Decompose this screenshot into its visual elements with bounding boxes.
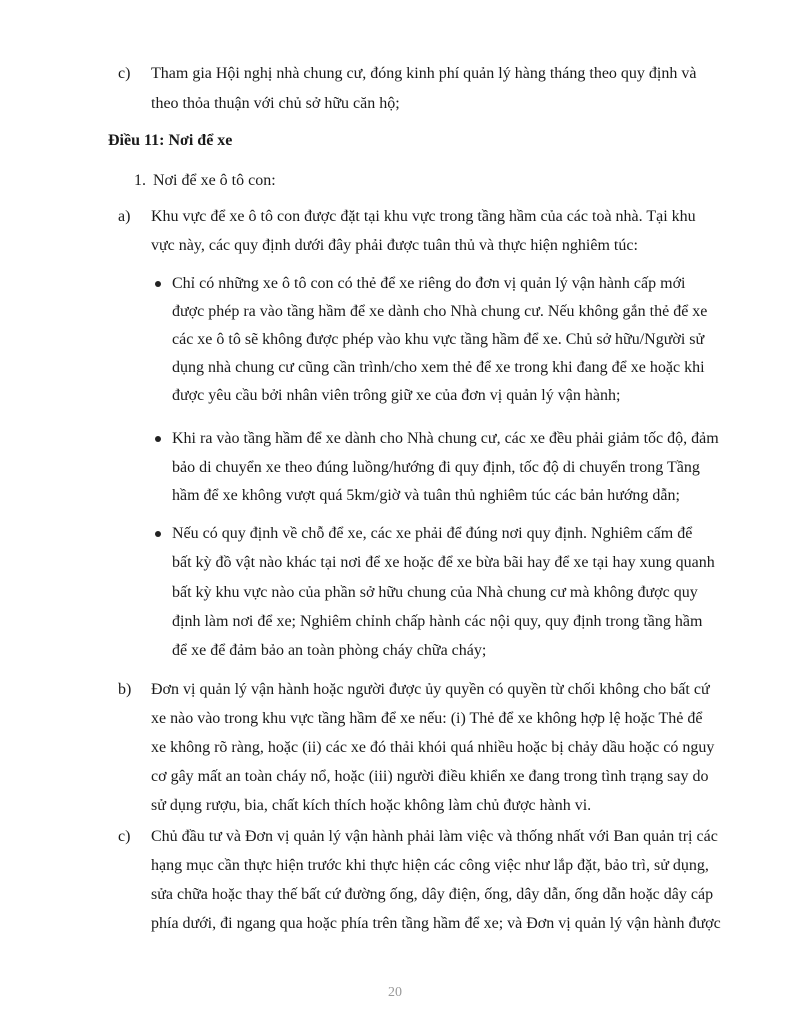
item-c-line: Chủ đầu tư và Đơn vị quản lý vận hành phải làm việc và thống nhất với Ban quản trị các — [151, 828, 718, 845]
item-a-line: Khu vực để xe ô tô con được đặt tại khu vực trong tầng hầm của các toà nhà. Tại khu — [151, 208, 696, 225]
item-b-line: Đơn vị quản lý vận hành hoặc người được ủy quyền có quyền từ chối không cho bất cứ — [151, 681, 710, 698]
bullet-3-line: định làm nơi để xe; Nghiêm chỉnh chấp hành các nội quy, quy định trong tầng hầm — [172, 613, 703, 630]
item-c-prev-line: Tham gia Hội nghị nhà chung cư, đóng kinh phí quản lý hàng tháng theo quy định và — [151, 65, 697, 82]
bullet-1-line: Chỉ có những xe ô tô con có thẻ để xe riêng do đơn vị quản lý vận hành cấp mới — [172, 275, 686, 292]
article-heading: Điều 11: Nơi để xe — [108, 132, 233, 149]
bullet-1-line: các xe ô tô sẽ không được phép vào khu vực tầng hầm để xe. Chủ sở hữu/Người sử — [172, 331, 705, 348]
page-number: 20 — [388, 985, 402, 1000]
item-c-prev-line: theo thỏa thuận với chủ sở hữu căn hộ; — [151, 95, 400, 112]
bullet-2-line: hầm để xe không vượt quá 5km/giờ và tuân thủ nghiêm túc các bản hướng dẫn; — [172, 487, 680, 504]
bullet-dot — [155, 531, 161, 537]
item-c-line: phía dưới, đi ngang qua hoặc phía trên tầng hầm để xe; và Đơn vị quản lý vận hành được — [151, 915, 721, 932]
bullet-2-line: bảo di chuyển xe theo đúng luồng/hướng đi quy định, tốc độ di chuyển trong Tầng — [172, 459, 700, 476]
item-b-line: xe nào vào trong khu vực tầng hầm để xe nếu: (i) Thẻ để xe không hợp lệ hoặc Thẻ để — [151, 710, 703, 727]
item-c-marker: c) — [118, 828, 131, 845]
bullet-2-line: Khi ra vào tầng hầm để xe dành cho Nhà chung cư, các xe đều phải giảm tốc độ, đảm — [172, 430, 719, 447]
item-a-line: vực này, các quy định dưới đây phải được tuân thủ và thực hiện nghiêm túc: — [151, 237, 638, 254]
item-b-marker: b) — [118, 681, 132, 698]
bullet-1-line: dụng nhà chung cư cũng cần trình/cho xem thẻ để xe trong khi đang để xe hoặc khi — [172, 359, 705, 376]
item-b-line: xe không rõ ràng, hoặc (ii) các xe đó thải khói quá nhiều hoặc bị chảy dầu hoặc có nguy — [151, 739, 715, 756]
item-c-line: hạng mục cần thực hiện trước khi thực hiện các công việc như lắp đặt, bảo trì, sử dụng, — [151, 857, 709, 874]
item-1-marker: 1. — [134, 172, 146, 189]
bullet-dot — [155, 436, 161, 442]
bullet-dot — [155, 281, 161, 287]
item-a-marker: a) — [118, 208, 131, 225]
bullet-1-line: được phép ra vào tầng hầm để xe dành cho Nhà chung cư. Nếu không gắn thẻ để xe — [172, 303, 708, 320]
bullet-1-line: được yêu cầu bởi nhân viên trông giữ xe của đơn vị quản lý vận hành; — [172, 387, 621, 404]
item-c-line: sửa chữa hoặc thay thế bất cứ đường ống, dây điện, ống, dây dẫn, ống dẫn hoặc dây cáp — [151, 886, 714, 903]
bullet-3-line: để xe để đảm bảo an toàn phòng cháy chữa cháy; — [172, 642, 487, 659]
bullet-3-line: Nếu có quy định về chỗ để xe, các xe phải để đúng nơi quy định. Nghiêm cấm để — [172, 525, 693, 542]
bullet-3-line: bất kỳ đồ vật nào khác tại nơi để xe hoặc để xe bừa bãi hay để xe tại hay xung quanh — [172, 554, 715, 571]
item-b-line: sử dụng rượu, bia, chất kích thích hoặc không làm chủ được hành vi. — [151, 797, 592, 814]
item-b-line: cơ gây mất an toàn cháy nổ, hoặc (iii) người điều khiển xe đang trong tình trạng say do — [151, 768, 709, 785]
item-c-prev-marker: c) — [118, 65, 131, 82]
item-1-text: Nơi để xe ô tô con: — [153, 172, 276, 189]
bullet-3-line: bất kỳ khu vực nào của phần sở hữu chung của Nhà chung cư mà không được quy — [172, 584, 698, 601]
